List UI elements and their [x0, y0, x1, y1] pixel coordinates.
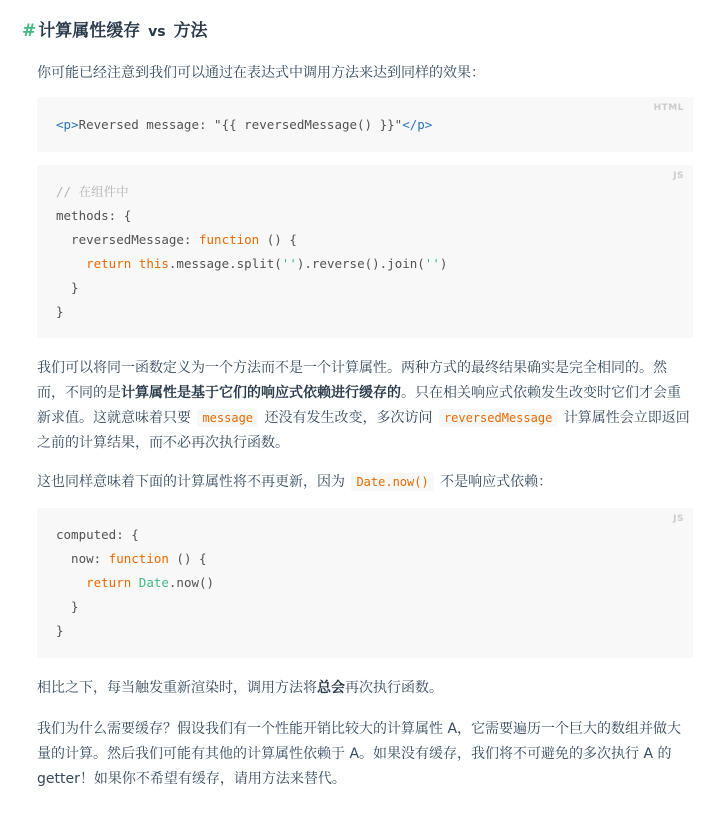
code-token: <p>: [56, 117, 79, 132]
code-keyword: function: [199, 232, 260, 247]
bold-text: 计算属性是基于它们的响应式依赖进行缓存的: [121, 385, 401, 401]
text-run: 我们可以将同一函数定义为一个方法而不是一个计算属性。两种方式的最终结果确实是完全相同的。然而，不同的是: [37, 360, 667, 401]
inline-code: reversedMessage: [439, 409, 557, 427]
text-run: 不是响应式依赖：: [435, 474, 553, 490]
code-token: }: [56, 599, 79, 614]
code-token: methods: {: [56, 208, 132, 223]
heading-anchor-link[interactable]: #: [22, 21, 37, 41]
code-token: .now(): [168, 575, 215, 590]
why-cache-paragraph: 我们为什么需要缓存？假设我们有一个性能开销比较大的计算属性 A，它需要遍历一个巨大的数组并做大量的计算。然后我们可能有其他的计算属性依赖于 A。如果没有缓存，我们将不可避免的多次执行 A 的 getter！如果你不希望有缓存，请用方法来替代。: [37, 721, 682, 787]
code-token: Reversed message: "{{ reversedMessage() }}": [78, 117, 403, 132]
inline-code: Date.now(): [351, 473, 433, 491]
code-js-methods-content: [37, 165, 693, 324]
code-token: ).reverse().join(: [296, 256, 425, 271]
text-run: 再次执行函数。: [345, 680, 443, 696]
code-keyword: function: [108, 551, 169, 566]
code-token: }: [56, 280, 79, 295]
text-run: 还没有发生改变，多次访问: [260, 410, 437, 426]
code-token: [131, 256, 139, 271]
code-block-html: [37, 97, 693, 152]
text-run: 这也同样意味着下面的计算属性将不再更新，因为: [37, 474, 350, 490]
text-run: 相比之下，每当触发重新渲染时，调用方法将: [37, 680, 317, 696]
code-builtin: Date: [138, 575, 169, 590]
code-token: [131, 575, 139, 590]
text-run: 。只在相关响应式依赖发生改变时它们才会重新求值。这就意味着只要: [37, 385, 681, 426]
code-token: () {: [168, 551, 207, 566]
heading-part2: 方法: [173, 21, 208, 41]
code-html-content: [37, 97, 693, 137]
code-token: now:: [56, 551, 109, 566]
date-now-paragraph: [37, 470, 692, 495]
section-heading: [22, 16, 208, 41]
code-keyword: return: [86, 256, 132, 271]
code-token: [56, 575, 86, 590]
code-keyword: return: [86, 575, 132, 590]
contrast-paragraph: [37, 676, 692, 701]
code-keyword: this: [138, 256, 169, 271]
intro-paragraph: 你可能已经注意到我们可以通过在表达式中调用方法来达到同样的效果：: [37, 65, 485, 81]
code-token: </p>: [402, 117, 433, 132]
code-lang-label: JS: [673, 171, 684, 181]
code-js-computed-content: [37, 508, 693, 643]
text-run: 计算属性会立即返回之前的计算结果，而不必再次执行函数。: [37, 410, 690, 451]
heading-part1: 计算属性缓存: [38, 21, 141, 41]
code-token: }: [56, 623, 64, 638]
code-lang-label: JS: [673, 514, 684, 524]
explanation-paragraph: [37, 356, 692, 456]
code-token: computed: {: [56, 527, 139, 542]
code-block-js-computed: [37, 508, 693, 658]
code-block-js-methods: [37, 165, 693, 338]
code-token: reversedMessage:: [56, 232, 199, 247]
code-string: '': [281, 256, 297, 271]
code-token: () {: [259, 232, 297, 247]
code-string: '': [424, 256, 440, 271]
code-comment: // 在组件中: [56, 184, 129, 199]
code-token: .message.split(: [168, 256, 282, 271]
bold-text: 总会: [317, 680, 345, 696]
code-token: [56, 256, 86, 271]
code-token: }: [56, 304, 64, 319]
heading-vs: vs: [148, 24, 166, 40]
code-token: ): [439, 256, 448, 271]
inline-code: message: [197, 409, 258, 427]
code-lang-label: HTML: [653, 103, 684, 113]
